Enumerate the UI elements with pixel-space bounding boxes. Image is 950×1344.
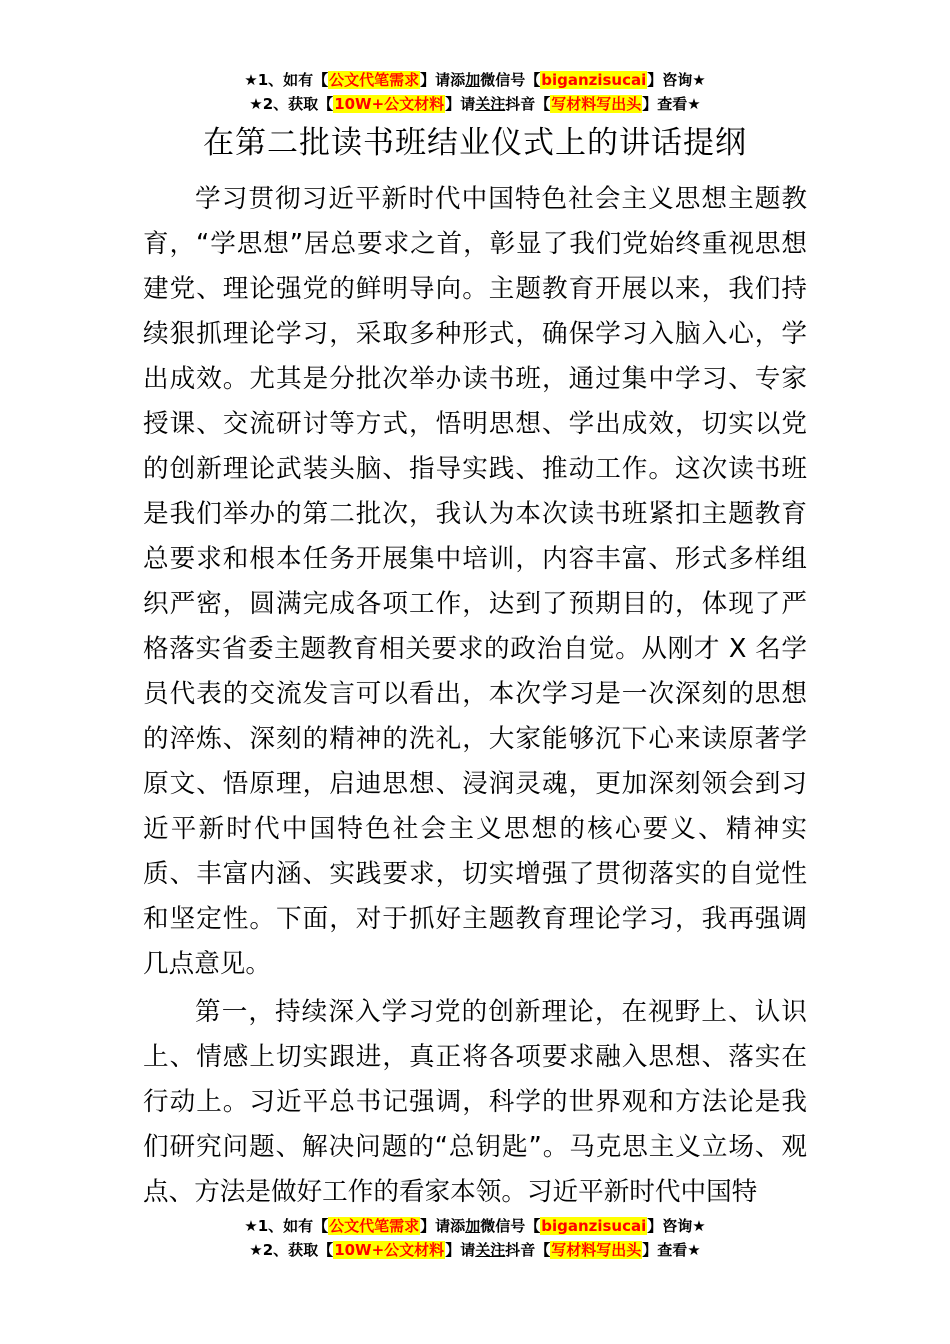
banner-text: 抖音【 xyxy=(505,1241,551,1259)
highlight-wechat-id: biganzisucai xyxy=(541,1217,647,1235)
paragraph-text: 第一，持续深入学习党的创新理论，在视野上、认识上、情感上切实跟进，真正将各项要求融入思想、落实在行动上。习近平总书记强调，科学的世界观和方法论是我们研究问题、解决问题的“总钥匙”。马克思主义立场、观点、方法是做好工作的看家本领。习近平新时代中国特 xyxy=(143,997,807,1207)
banner-text: 】查看★ xyxy=(642,1241,701,1259)
banner-line-1 xyxy=(0,1214,950,1238)
banner-text: 】请 xyxy=(445,95,476,113)
banner-text-underlined: 关注 xyxy=(475,95,506,113)
body-paragraph-1 xyxy=(143,177,807,987)
banner-line-1 xyxy=(0,68,950,92)
highlight-service: 公文代笔需求 xyxy=(329,1217,420,1235)
banner-text: 抖音【 xyxy=(505,95,551,113)
banner-text-underlined: 关注 xyxy=(475,1241,506,1259)
banner-text: 】请添 xyxy=(420,71,466,89)
header-banner xyxy=(0,68,950,116)
footer-banner xyxy=(0,1214,950,1262)
banner-text-underlined: 加 xyxy=(465,1217,481,1235)
highlight-service: 公文代笔需求 xyxy=(329,71,420,89)
highlight-materials: 10W+公文材料 xyxy=(334,95,445,113)
highlight-wechat-id: biganzisucai xyxy=(541,71,647,89)
banner-text: 】查看★ xyxy=(642,95,701,113)
highlight-douyin-account: 写材料写出头 xyxy=(551,95,642,113)
document-title: 在第二批读书班结业仪式上的讲话提纲 xyxy=(203,125,747,161)
banner-text: ★1、如有【 xyxy=(244,71,329,89)
paragraph-text: 学习贯彻习近平新时代中国特色社会主义思想主题教育，“学思想”居总要求之首，彰显了我们党始终重视思想建党、理论强党的鲜明导向。主题教育开展以来，我们持续狠抓理论学习，采取多种形式，确保学习入脑入心，学出成效。尤其是分批次举办读书班，通过集中学习、专家授课、交流研讨等方式，悟明思想、学出成效，切实以党的创新理论武装头脑、指导实践、推动工作。这次读书班是我们举办的第二批次，我认为本次读书班紧扣主题教育总要求和根本任务开展集中培训，内容丰富、形式多样组织严密，圆满完成各项工作，达到了预期目的，体现了严格落实省委主题教育相关要求的政治自觉。从刚才 X 名学员代表的交流发言可以看出，本次学习是一次深刻的思想的淬炼、深刻的精神的洗礼，大家能够沉下心来读原著学原文、悟原理，启迪思想、浸润灵魂，更加深刻领会到习近平新时代中国特色社会主义思想的核心要义、精神实质、丰富内涵、实践要求，切实增强了贯彻落实的自觉性和坚定性。下面，对于抓好主题教育理论学习，我再强调几点意见。 xyxy=(143,184,807,979)
banner-text-underlined: 加 xyxy=(465,71,481,89)
highlight-douyin-account: 写材料写出头 xyxy=(551,1241,642,1259)
banner-line-2 xyxy=(0,92,950,116)
banner-text: ★2、获取【 xyxy=(249,95,334,113)
banner-text: 微信号【 xyxy=(480,71,541,89)
banner-text: 微信号【 xyxy=(480,1217,541,1235)
banner-text: 】请添 xyxy=(420,1217,466,1235)
highlight-materials: 10W+公文材料 xyxy=(334,1241,445,1259)
banner-text: 】咨询★ xyxy=(647,1217,706,1235)
banner-text: 】咨询★ xyxy=(647,71,706,89)
banner-line-2 xyxy=(0,1238,950,1262)
banner-text: ★1、如有【 xyxy=(244,1217,329,1235)
banner-text: 】请 xyxy=(445,1241,476,1259)
banner-text: ★2、获取【 xyxy=(249,1241,334,1259)
body-paragraph-2 xyxy=(143,990,807,1215)
